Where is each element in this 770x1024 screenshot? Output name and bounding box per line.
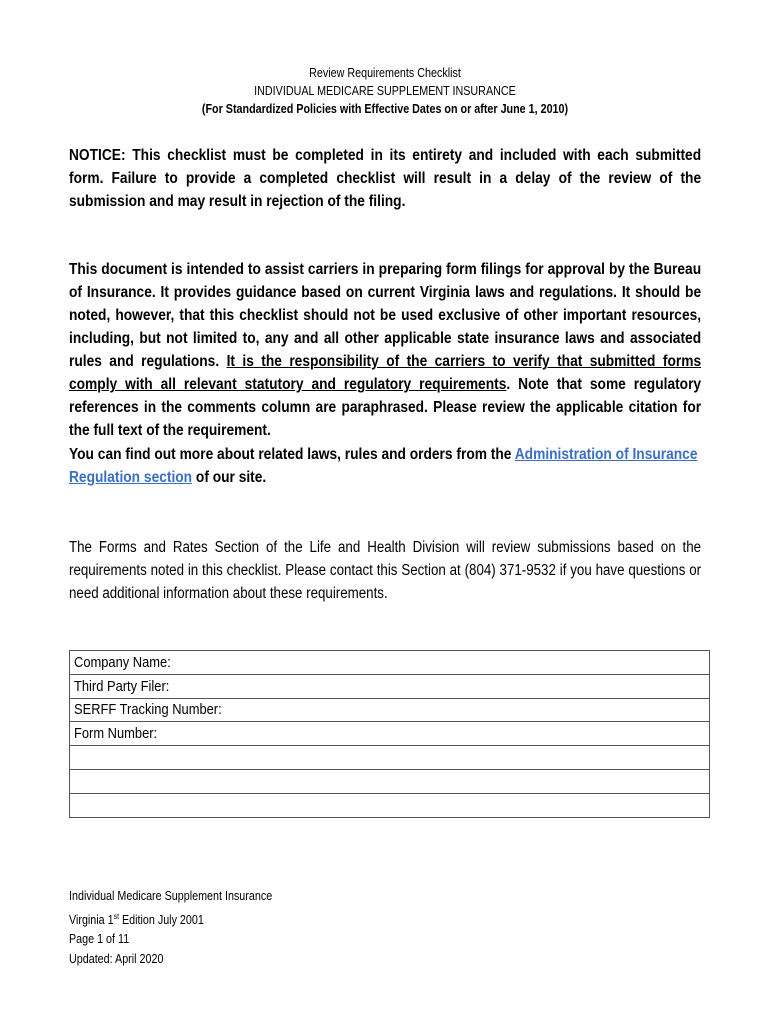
intro-text-part2: . Note that some regulatory references in the comments column are paraphrased. Please review the applicable citation for the full text of the requirement. [69, 376, 702, 439]
table-row[interactable] [70, 674, 710, 698]
table-row[interactable] [70, 722, 710, 746]
header-title: Review Requirements Checklist [309, 66, 461, 80]
updated-date: Updated: April 2020 [69, 951, 164, 966]
intro-text-part1: This document is intended to assist carriers in preparing form filings for approval by the Bureau of Insurance. It provides guidance based on current Virginia laws and regulations. It should be noted, however, that this checklist should not be used exclusive of other important resources, including, but not limited to, any and all other applicable state insurance laws and associated rules and regulations. [69, 261, 702, 370]
table-row[interactable] [70, 746, 710, 770]
footer-doc-title: Individual Medicare Supplement Insurance [69, 889, 273, 903]
header-subtitle: INDIVIDUAL MEDICARE SUPPLEMENT INSURANCE [254, 84, 516, 98]
document-header [0, 64, 770, 118]
more-info-paragraph [69, 443, 701, 489]
blank-field[interactable] [70, 793, 710, 817]
more-info-text-before: You can find out more about related laws, rules and orders from the [69, 446, 515, 463]
form-number-field[interactable]: Form Number: [70, 722, 710, 746]
footer-edition: Virginia 1st Edition July 2001 [69, 911, 204, 927]
company-name-field[interactable]: Company Name: [70, 651, 710, 675]
notice-paragraph: NOTICE: This checklist must be completed in its entirety and included with each submitted form. Failure to provide a completed checklist will result in a delay of the review of the submission and may result in rejection of the filing. [69, 147, 702, 210]
table-row[interactable] [70, 698, 710, 722]
more-info-text-after: of our site. [192, 469, 267, 486]
blank-field[interactable] [70, 769, 710, 793]
header-effective-note: (For Standardized Policies with Effective Dates on or after June 1, 2010) [201, 102, 569, 116]
intro-underlined-text: It is the responsibility of the carriers to verify that submitted forms comply with all relevant statutory and regulatory requirements [69, 353, 702, 393]
table-row[interactable] [70, 651, 710, 675]
blank-field[interactable] [70, 746, 710, 770]
third-party-filer-field[interactable]: Third Party Filer: [70, 674, 710, 698]
regulation-section-link[interactable]: Administration of Insurance Regulation section [69, 446, 698, 486]
table-row[interactable] [70, 769, 710, 793]
intro-paragraph [69, 258, 701, 442]
contact-paragraph: The Forms and Rates Section of the Life and Health Division will review submissions based on the requirements noted in this checklist. Please contact this Section at (804) 371-9532 if you have questions or need additional information about these requirements. [69, 539, 702, 602]
document-footer [69, 887, 305, 969]
filing-info-table [69, 650, 710, 818]
page-number: Page 1 of 11 [69, 932, 130, 947]
serff-tracking-field[interactable]: SERFF Tracking Number: [70, 698, 710, 722]
table-row[interactable] [70, 793, 710, 817]
